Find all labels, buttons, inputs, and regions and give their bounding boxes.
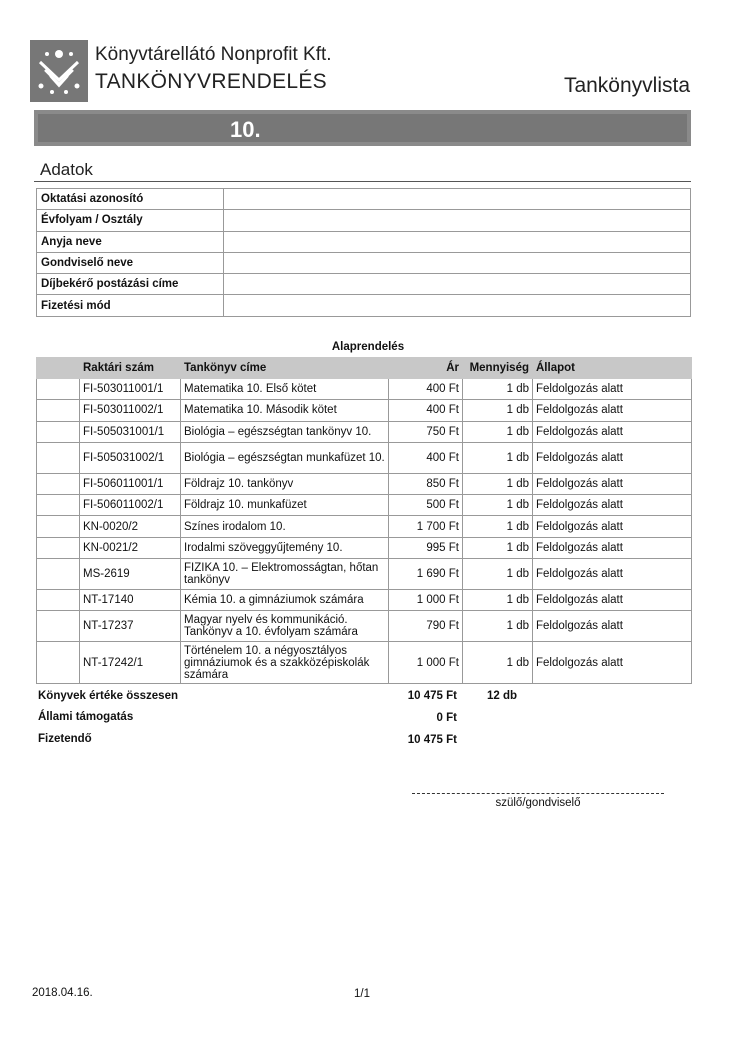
row-price: 500 Ft — [389, 495, 463, 516]
state-support-value: 0 Ft — [436, 712, 457, 724]
row-blank-cell — [37, 590, 80, 611]
data-row — [37, 295, 691, 316]
table-row — [37, 611, 692, 642]
row-code: FI-505031001/1 — [80, 421, 181, 442]
section-divider — [34, 181, 691, 182]
row-status: Feldolgozás alatt — [533, 400, 692, 421]
row-title: Matematika 10. Első kötet — [181, 379, 389, 400]
row-blank-cell — [37, 537, 80, 558]
data-field-value — [224, 274, 691, 295]
total-books-label: Könyvek értéke összesen — [38, 690, 178, 702]
row-price: 1 000 Ft — [389, 642, 463, 684]
row-status: Feldolgozás alatt — [533, 590, 692, 611]
table-row — [37, 442, 692, 473]
row-code: MS-2619 — [80, 559, 181, 590]
company-name: Könyvtárellátó Nonprofit Kft. — [95, 44, 332, 65]
table-header-row — [37, 358, 692, 379]
data-field-label: Gondviselő neve — [37, 252, 224, 273]
row-title: Színes irodalom 10. — [181, 516, 389, 537]
row-status: Feldolgozás alatt — [533, 495, 692, 516]
row-title: Történelem 10. a négyosztályos gimnáziumok és a szakközépiskolák számára — [181, 642, 389, 684]
row-code: FI-503011002/1 — [80, 400, 181, 421]
column-header-blank — [37, 358, 80, 379]
column-header-price: Ár — [389, 358, 463, 379]
data-table — [36, 188, 691, 317]
signature-label: szülő/gondviselő — [495, 797, 581, 809]
row-qty: 1 db — [463, 379, 533, 400]
row-blank-cell — [37, 495, 80, 516]
column-header-title: Tankönyv címe — [181, 358, 389, 379]
data-row — [37, 274, 691, 295]
column-header-code: Raktári szám — [80, 358, 181, 379]
row-price: 850 Ft — [389, 473, 463, 494]
row-blank-cell — [37, 421, 80, 442]
row-status: Feldolgozás alatt — [533, 442, 692, 473]
row-qty: 1 db — [463, 642, 533, 684]
row-price: 1 690 Ft — [389, 559, 463, 590]
row-qty: 1 db — [463, 473, 533, 494]
row-code: NT-17237 — [80, 611, 181, 642]
data-field-value — [224, 295, 691, 316]
grade-banner — [34, 110, 691, 146]
row-title: Magyar nyelv és kommunikáció. Tankönyv a 10. évfolyam számára — [181, 611, 389, 642]
row-price: 995 Ft — [389, 537, 463, 558]
data-field-label: Fizetési mód — [37, 295, 224, 316]
document-type: TANKÖNYVRENDELÉS — [95, 70, 327, 93]
row-price: 400 Ft — [389, 379, 463, 400]
data-field-label: Oktatási azonosító — [37, 189, 224, 210]
row-code: FI-506011001/1 — [80, 473, 181, 494]
data-field-label: Anyja neve — [37, 231, 224, 252]
row-code: KN-0021/2 — [80, 537, 181, 558]
row-title: Matematika 10. Második kötet — [181, 400, 389, 421]
table-row — [37, 400, 692, 421]
total-books-qty: 12 db — [486, 690, 518, 702]
row-status: Feldolgozás alatt — [533, 611, 692, 642]
signature-line — [412, 793, 664, 794]
row-status: Feldolgozás alatt — [533, 516, 692, 537]
row-qty: 1 db — [463, 442, 533, 473]
row-blank-cell — [37, 516, 80, 537]
row-status: Feldolgozás alatt — [533, 421, 692, 442]
row-qty: 1 db — [463, 421, 533, 442]
row-title: Földrajz 10. tankönyv — [181, 473, 389, 494]
table-row — [37, 495, 692, 516]
row-status: Feldolgozás alatt — [533, 379, 692, 400]
list-title: Tankönyvlista — [563, 74, 690, 97]
row-code: NT-17242/1 — [80, 642, 181, 684]
page-number: 1/1 — [354, 988, 370, 1000]
row-status: Feldolgozás alatt — [533, 537, 692, 558]
row-price: 400 Ft — [389, 400, 463, 421]
row-price: 1 700 Ft — [389, 516, 463, 537]
row-title: Földrajz 10. munkafüzet — [181, 495, 389, 516]
table-row — [37, 516, 692, 537]
row-status: Feldolgozás alatt — [533, 642, 692, 684]
row-qty: 1 db — [463, 495, 533, 516]
row-title: FIZIKA 10. – Elektromosságtan, hőtan tankönyv — [181, 559, 389, 590]
data-row — [37, 189, 691, 210]
section-title: Adatok — [40, 160, 93, 179]
data-field-label: Díjbekérő postázási címe — [37, 274, 224, 295]
payable-label: Fizetendő — [38, 733, 92, 745]
data-row — [37, 231, 691, 252]
row-title: Biológia – egészségtan tankönyv 10. — [181, 421, 389, 442]
row-qty: 1 db — [463, 537, 533, 558]
table-row — [37, 379, 692, 400]
grade-label: 10. — [230, 117, 261, 142]
data-field-value — [224, 189, 691, 210]
table-row — [37, 590, 692, 611]
column-header-qty: Mennyiség — [463, 358, 533, 379]
row-title: Biológia – egészségtan munkafüzet 10. — [181, 442, 389, 473]
row-blank-cell — [37, 611, 80, 642]
table-row — [37, 559, 692, 590]
table-row — [37, 421, 692, 442]
row-qty: 1 db — [463, 400, 533, 421]
table-row — [37, 537, 692, 558]
row-qty: 1 db — [463, 516, 533, 537]
row-title: Kémia 10. a gimnáziumok számára — [181, 590, 389, 611]
row-price: 400 Ft — [389, 442, 463, 473]
table-row — [37, 473, 692, 494]
row-qty: 1 db — [463, 590, 533, 611]
data-field-value — [224, 231, 691, 252]
column-header-status: Állapot — [533, 358, 692, 379]
row-blank-cell — [37, 379, 80, 400]
order-caption: Alaprendelés — [331, 341, 405, 353]
row-code: FI-503011001/1 — [80, 379, 181, 400]
data-field-value — [224, 210, 691, 231]
row-title: Irodalmi szöveggyűjtemény 10. — [181, 537, 389, 558]
data-row — [37, 210, 691, 231]
company-logo — [30, 40, 88, 102]
row-blank-cell — [37, 642, 80, 684]
row-status: Feldolgozás alatt — [533, 559, 692, 590]
row-price: 1 000 Ft — [389, 590, 463, 611]
row-blank-cell — [37, 473, 80, 494]
row-blank-cell — [37, 559, 80, 590]
state-support-label: Állami támogatás — [38, 711, 134, 723]
data-field-label: Évfolyam / Osztály — [37, 210, 224, 231]
row-blank-cell — [37, 442, 80, 473]
footer-date: 2018.04.16. — [32, 987, 93, 999]
row-code: NT-17140 — [80, 590, 181, 611]
row-blank-cell — [37, 400, 80, 421]
row-qty: 1 db — [463, 611, 533, 642]
payable-value: 10 475 Ft — [407, 734, 457, 746]
data-field-value — [224, 252, 691, 273]
row-price: 790 Ft — [389, 611, 463, 642]
row-code: KN-0020/2 — [80, 516, 181, 537]
row-code: FI-505031002/1 — [80, 442, 181, 473]
row-qty: 1 db — [463, 559, 533, 590]
row-price: 750 Ft — [389, 421, 463, 442]
table-row — [37, 642, 692, 684]
row-code: FI-506011002/1 — [80, 495, 181, 516]
data-row — [37, 252, 691, 273]
total-books-value: 10 475 Ft — [407, 690, 457, 702]
textbook-table — [36, 357, 692, 684]
row-status: Feldolgozás alatt — [533, 473, 692, 494]
